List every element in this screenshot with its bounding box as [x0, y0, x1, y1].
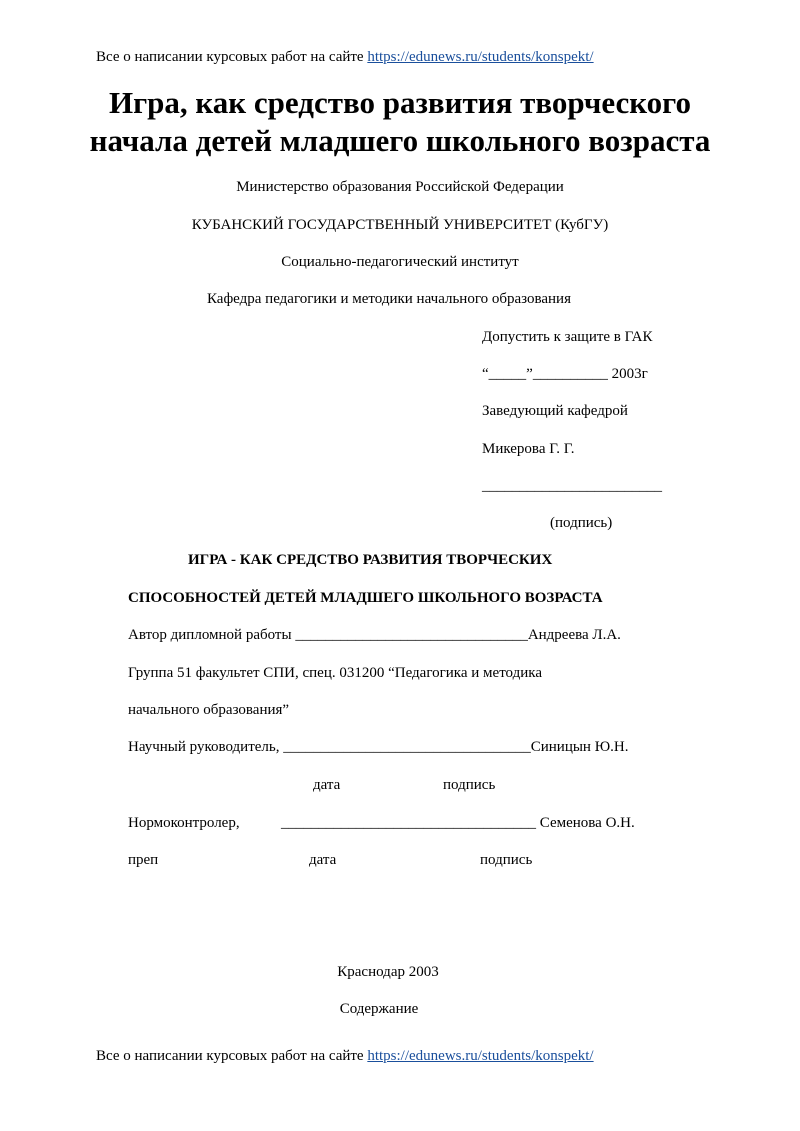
- city-year: Краснодар 2003: [337, 964, 439, 980]
- approval-name: Микерова Г. Г.: [482, 441, 575, 457]
- normcontrol-prep-label: преп: [128, 852, 159, 868]
- supervisor-line: _________________________________: [283, 739, 531, 755]
- normcontrol-date-label: дата: [309, 852, 337, 868]
- normcontrol-row: [281, 814, 635, 832]
- author-label: Автор дипломной работы: [128, 627, 296, 643]
- author-row: [128, 626, 621, 644]
- ministry-text: Министерство образования Российской Федерации: [236, 179, 564, 195]
- approval-date: “_____”__________ 2003г: [482, 366, 648, 382]
- footer-link[interactable]: https://edunews.ru/students/konspekt/: [367, 1048, 594, 1064]
- author-name: Андреева Л.А.: [527, 627, 621, 643]
- approval-signature-label: (подпись): [550, 515, 613, 531]
- title-line-1: Игра, как средство развития творческого: [108, 85, 691, 120]
- group-line-1: Группа 51 факультет СПИ, спец. 031200 “Педагогика и методика: [128, 665, 542, 681]
- contents-heading: Содержание: [339, 1001, 419, 1017]
- approval-head: Заведующий кафедрой: [482, 403, 628, 419]
- supervisor-sign-label: подпись: [443, 777, 496, 793]
- header-text: Все о написании курсовых работ на сайте: [96, 49, 368, 65]
- normcontrol-line: __________________________________: [281, 815, 536, 831]
- work-title-line-2: СПОСОБНОСТЕЙ ДЕТЕЙ МЛАДШЕГО ШКОЛЬНОГО ВОЗРАСТА: [128, 590, 603, 606]
- page-header: [96, 48, 594, 66]
- approval-signature-line: ________________________: [482, 478, 662, 494]
- page-footer: [96, 1047, 594, 1065]
- page-title: [0, 84, 800, 160]
- normcontrol-sign-label: подпись: [480, 852, 533, 868]
- university-text: КУБАНСКИЙ ГОСУДАРСТВЕННЫЙ УНИВЕРСИТЕТ (КубГУ): [191, 217, 609, 233]
- supervisor-name: Синицын Ю.Н.: [530, 739, 629, 755]
- title-line-2: начала детей младшего школьного возраста: [89, 123, 711, 158]
- normcontrol-label: Нормоконтролер,: [128, 815, 240, 831]
- supervisor-label: Научный руководитель,: [128, 739, 284, 755]
- normcontrol-name: Семенова О.Н.: [539, 815, 635, 831]
- supervisor-row: [128, 738, 628, 756]
- header-link[interactable]: https://edunews.ru/students/konspekt/: [367, 49, 594, 65]
- footer-text: Все о написании курсовых работ на сайте: [96, 1048, 368, 1064]
- department-text: Кафедра педагогики и методики начального образования: [207, 291, 571, 307]
- institute-text: Социально-педагогический институт: [281, 254, 519, 270]
- author-line: _______________________________: [295, 627, 528, 643]
- work-title-line-1: ИГРА - КАК СРЕДСТВО РАЗВИТИЯ ТВОРЧЕСКИХ: [188, 552, 553, 568]
- supervisor-date-label: дата: [313, 777, 341, 793]
- group-line-2: начального образования”: [128, 702, 290, 718]
- approval-admit: Допустить к защите в ГАК: [482, 329, 653, 345]
